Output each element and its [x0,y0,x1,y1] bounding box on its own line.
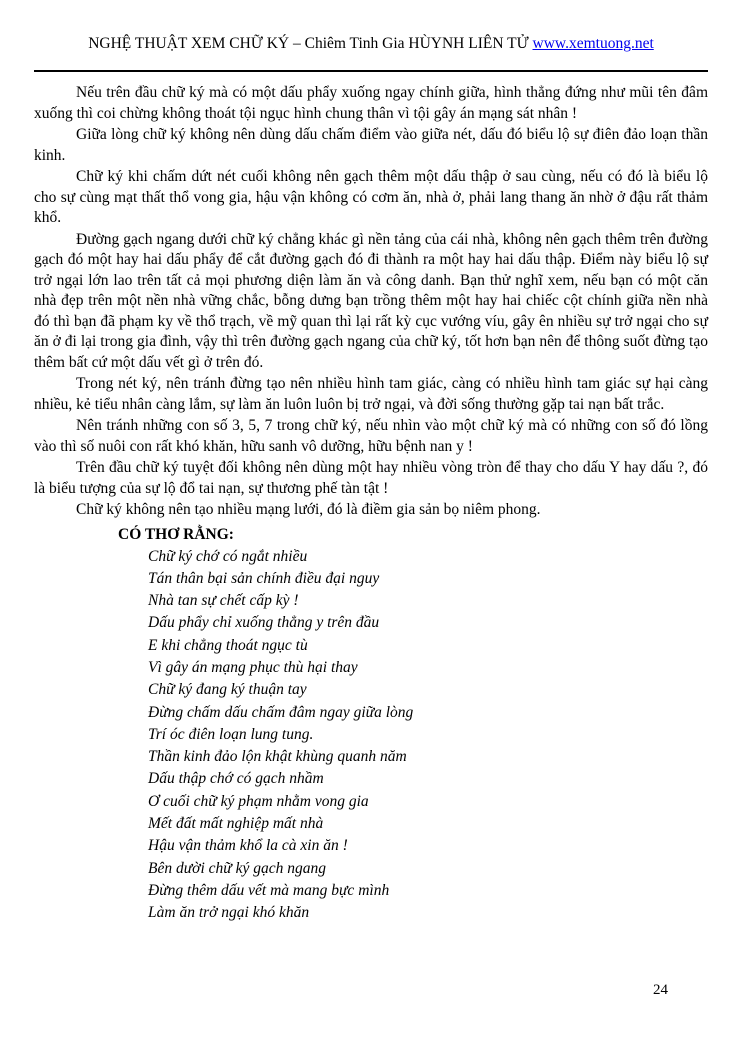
header-rule [34,70,708,72]
poem-line: Tán thân bại sản chính điều đại nguy [148,569,380,587]
poem-heading: CÓ THƠ RẰNG: [118,525,234,543]
poem-line: Chữ ký đang ký thuận tay [148,681,307,699]
poem-line: Vì gây án mạng phục thù hại thay [148,658,358,676]
poem-line: Ơ cuối chữ ký phạm nhằm vong gia [148,792,369,810]
header-title: NGHỆ THUẬT XEM CHỮ KÝ – Chiêm Tinh Gia HÙYNH LIÊN TỬ [88,35,533,52]
page-header [34,0,708,55]
poem-line: Đừng thêm dấu vết mà mang bực mình [148,881,390,899]
poem-line: Nhà tan sự chết cấp kỳ ! [148,592,299,610]
paragraph: Chữ ký khi chấm dứt nét cuối không nên gạch thêm một dấu thập ở sau cùng, nếu có đó là biểu lộ cho sự cùng mạt thất thổ vong gia, hậu vận không có cơm ăn, nhà ở, phải lang thang ăn nhờ ở đậu rất thảm khổ. [34,168,708,226]
poem-line: Đừng chấm dấu chấm đâm ngay giữa lòng [148,703,414,721]
header-link[interactable]: www.xemtuong.net [532,35,654,52]
paragraph: Trong nét ký, nên tránh đừng tạo nên nhiều hình tam giác, càng có nhiều hình tam giác sự hại càng nhiều, kẻ tiểu nhân càng lắm, sự làm ăn luôn luôn bị trở ngại, và đời sống thường gặp tai nạn bất trắc. [34,375,708,413]
poem-line: E khi chẳng thoát ngục tù [148,636,308,654]
poem-line: Dấu phẩy chỉ xuống thẳng y trên đầu [148,614,380,632]
poem-line: Chữ ký chớ có ngắt nhiều [148,547,308,565]
body-text [34,83,708,521]
poem-line: Mết đất mất nghiệp mất nhà [148,815,324,833]
paragraph: Giữa lòng chữ ký không nên dùng dấu chấm điểm vào giữa nét, dấu đó biểu lộ sự điên đảo loạn thần kinh. [34,126,708,164]
page-content [34,0,708,925]
poem-line: Thần kinh đảo lộn khật khùng quanh năm [148,748,407,766]
poem-line: Làm ăn trở ngại khó khăn [148,904,310,922]
poem-line: Bên dười chữ ký gạch ngang [148,859,326,877]
page-number: 24 [653,982,668,998]
poem-line: Hậu vận thảm khổ la cà xin ăn ! [148,837,348,855]
paragraph: Nên tránh những con số 3, 5, 7 trong chữ ký, nếu nhìn vào một chữ ký mà có những con số đó lồng vào thì số nuôi con rất khó khăn, hữu sanh vô dưỡng, hữu bệnh nan y ! [34,417,708,455]
poem [34,546,708,925]
poem-line: Trí óc điên loạn lung tung. [148,725,314,743]
poem-line: Dấu thập chớ có gạch nhầm [148,770,324,788]
paragraph: Trên đầu chữ ký tuyệt đối không nên dùng một hay nhiều vòng tròn để thay cho dấu Y hay dấu ?, đó là biểu tượng của sự lộ đổ tai nạn, sự thương phế tàn tật ! [34,459,708,497]
paragraph: Nếu trên đầu chữ ký mà có một dấu phẩy xuống ngay chính giữa, hình thẳng đứng như mũi tên đâm xuống thì coi chừng không thoát tội ngục hình chung thân vì tội gây án mạng sát nhân ! [34,84,708,122]
paragraph: Đường gạch ngang dưới chữ ký chẳng khác gì nền tảng của cái nhà, không nên gạch thêm trên đường gạch đó một hay hai dấu phẩy để cắt đường gạch đó đi thành ra một hay hai dấu thập. Điểm này biểu lộ sự trở ngại lớn lao trên tất cả mọi phương diện làm ăn và công danh. Bạn thử nghĩ xem, nếu bạn có một căn nhà đẹp trên một nền nhà vững chắc, bỗng dưng bạn trồng thêm một hay hai chiếc cột chính giữa nền nhà đó thì bạn đã phạm ky về thổ trạch, về mỹ quan thì lại rất kỳ cục vướng víu, gây ên nhiều sự trở ngại cho sự ăn ở đi lại trong gia đình, vậy thì trên đường gạch ngang của chữ ký, tốt hơn bạn nên để thông suốt đừng tạo thêm bất cứ một dấu vết gì ở trên đó. [34,230,708,371]
paragraph: Chữ ký không nên tạo nhiều mạng lưới, đó là điềm gia sản bọ niêm phong. [76,501,541,518]
